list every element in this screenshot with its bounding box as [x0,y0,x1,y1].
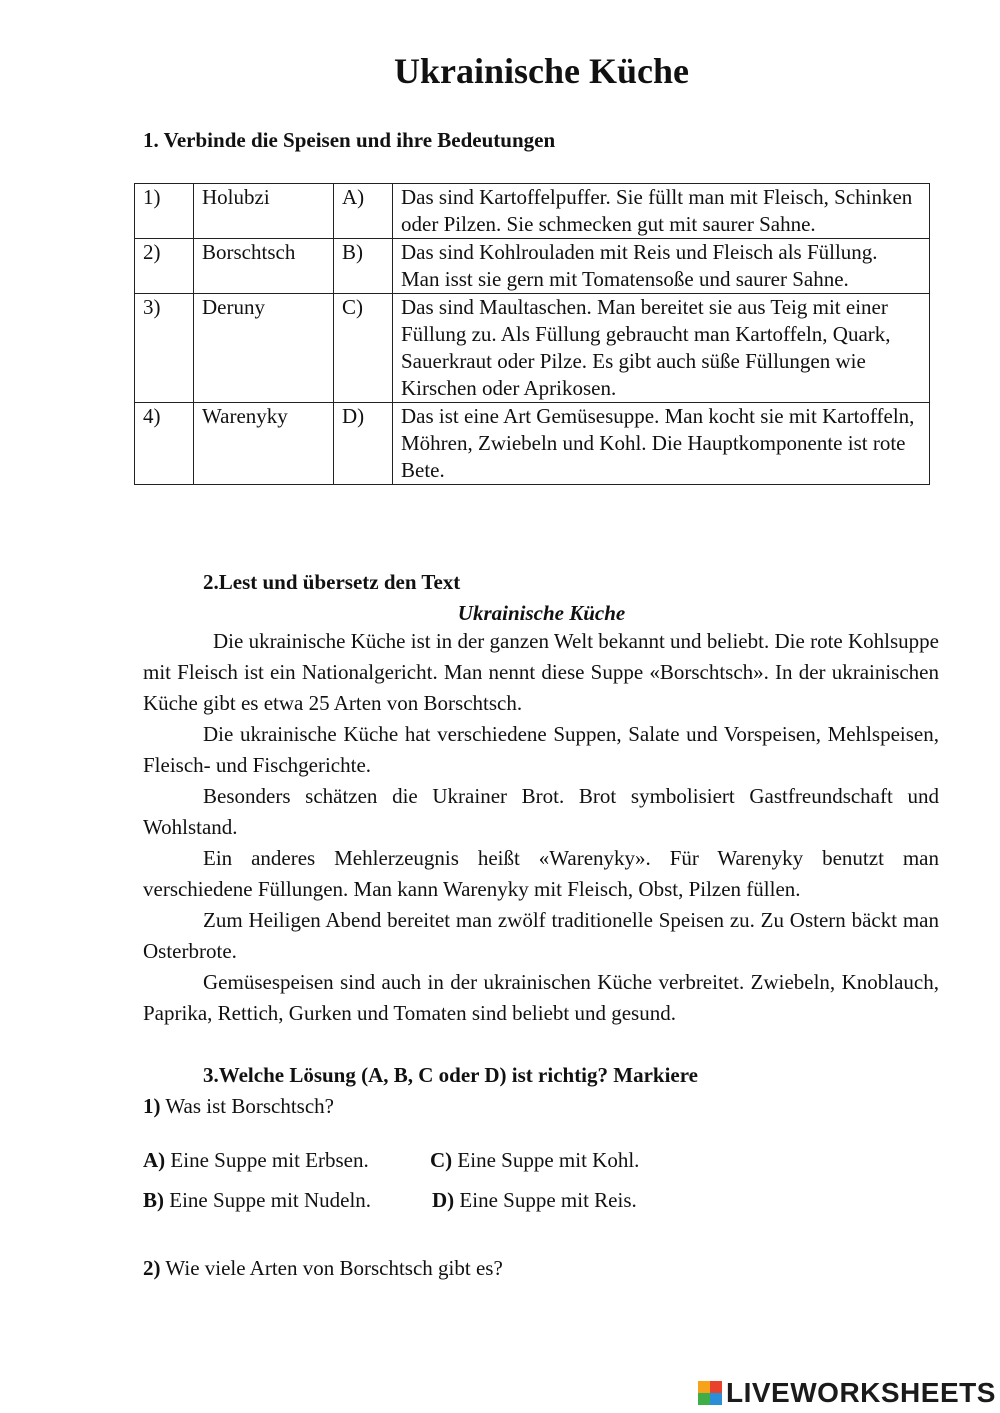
definition-text: Das sind Kartoffelpuffer. Sie füllt man mit Fleisch, Schinken oder Pilzen. Sie schmecken gut mit saurer Sahne. [393,184,930,239]
definition-letter: D) [334,403,393,485]
definition-text: Das sind Maultaschen. Man bereitet sie aus Teig mit einer Füllung zu. Als Füllung gebraucht man Kartoffeln, Quark, Sauerkraut oder Pilze. Es gibt auch süße Füllungen wie Kirschen oder Aprikosen. [393,294,930,403]
row-number: 4) [135,403,194,485]
paragraph: Besonders schätzen die Ukrainer Brot. Brot symbolisiert Gastfreundschaft und Wohlstand. [143,784,939,839]
option-letter: B) [143,1188,164,1212]
answer-option-b[interactable] [143,1188,371,1213]
liveworksheets-logo [698,1376,996,1410]
table-row [135,184,930,239]
row-number: 1) [135,184,194,239]
row-number: 3) [135,294,194,403]
task1-heading: 1. Verbinde die Speisen und ihre Bedeutungen [143,128,556,152]
answer-option-d[interactable] [432,1188,637,1213]
question-1 [143,1094,334,1119]
paragraph: Zum Heiligen Abend bereitet man zwölf traditionelle Speisen zu. Zu Ostern bäckt man Osterbrote. [143,908,939,963]
option-letter: A) [143,1148,166,1172]
story-title: Ukrainische Küche [457,601,626,625]
question-number: 2) [143,1256,161,1280]
table-row [135,403,930,485]
definition-text: Das sind Kohlrouladen mit Reis und Fleisch als Füllung. Man isst sie gern mit Tomatensoße und saurer Sahne. [393,239,930,294]
option-text: Eine Suppe mit Kohl. [457,1148,640,1172]
question-2 [143,1256,503,1281]
question-text: Was ist Borschtsch? [165,1094,334,1118]
option-text: Eine Suppe mit Nudeln. [169,1188,372,1212]
task2-heading: 2.Lest und übersetz den Text [203,570,461,594]
dish-name: Warenyky [194,403,334,485]
task3-heading: 3.Welche Lösung (A, B, C oder D) ist richtig? Markiere [203,1063,699,1087]
definition-letter: A) [334,184,393,239]
definition-letter: B) [334,239,393,294]
paragraph: Ein anderes Mehlerzeugnis heißt «Warenyky». Für Warenyky benutzt man verschiedene Füllungen. Man kann Warenyky mit Fleisch, Obst, Pilzen füllen. [143,846,939,901]
table-row [135,294,930,403]
paragraph: Die ukrainische Küche hat verschiedene Suppen, Salate und Vorspeisen, Mehlspeisen, Fleisch- und Fischgerichte. [143,722,939,777]
reading-text [143,626,939,1029]
definition-letter: C) [334,294,393,403]
answer-option-a[interactable] [143,1148,369,1173]
row-number: 2) [135,239,194,294]
logo-text: LIVEWORKSHEETS [726,1377,996,1408]
page-title: Ukrainische Küche [393,51,689,91]
matching-table [134,183,930,485]
option-text: Eine Suppe mit Reis. [459,1188,637,1212]
question-number: 1) [143,1094,161,1118]
option-letter: D) [432,1188,455,1212]
dish-name: Holubzi [194,184,334,239]
dish-name: Borschtsch [194,239,334,294]
paragraph: Die ukrainische Küche ist in der ganzen Welt bekannt und beliebt. Die rote Kohlsuppe mit Fleisch ist ein Nationalgericht. Man nennt diese Suppe «Borschtsch». In der ukrainischen Küche gibt es etwa 25 Arten von Borschtsch. [143,629,939,715]
table-row [135,239,930,294]
question-text: Wie viele Arten von Borschtsch gibt es? [165,1256,503,1280]
liveworksheets-logo-icon [698,1381,722,1405]
definition-text: Das ist eine Art Gemüsesuppe. Man kocht sie mit Kartoffeln, Möhren, Zwiebeln und Kohl. Die Hauptkomponente ist rote Bete. [393,403,930,485]
option-letter: C) [430,1148,453,1172]
paragraph: Gemüsespeisen sind auch in der ukrainischen Küche verbreitet. Zwiebeln, Knoblauch, Paprika, Rettich, Gurken und Tomaten sind beliebt und gesund. [143,970,939,1025]
answer-option-c[interactable] [430,1148,639,1173]
dish-name: Deruny [194,294,334,403]
option-text: Eine Suppe mit Erbsen. [170,1148,369,1172]
